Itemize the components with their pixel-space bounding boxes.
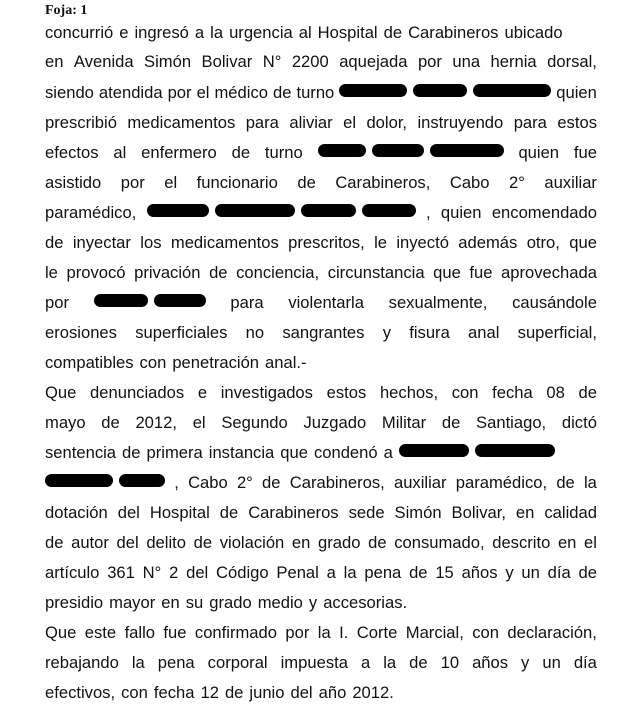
text-run: el	[343, 113, 357, 132]
text-run: inyectar	[72, 233, 131, 252]
text-run: atendida	[98, 83, 163, 102]
text-run: 08	[546, 383, 565, 402]
text-run: año	[318, 683, 347, 702]
redaction-mark	[318, 145, 504, 158]
text-run: en	[161, 593, 180, 612]
text-run: le	[45, 263, 58, 282]
text-run: no	[245, 323, 265, 342]
text-run: Penal	[276, 563, 319, 582]
text-run: de	[209, 263, 228, 282]
text-run: conciencia,	[236, 263, 320, 282]
text-run: N°	[262, 52, 282, 71]
text-run: de	[556, 473, 575, 492]
text-run: para	[513, 113, 547, 132]
text-run: la	[131, 653, 145, 672]
text-run: asistido	[45, 173, 102, 192]
text-run: de	[101, 413, 120, 432]
text-run: concurrió	[45, 23, 114, 42]
text-run: urgencia	[229, 23, 293, 42]
text-run: junio	[249, 683, 285, 702]
text-line	[45, 683, 597, 703]
redaction-mark	[94, 295, 206, 308]
text-run: a	[194, 23, 205, 42]
text-run: en	[557, 533, 577, 552]
text-run: el	[192, 413, 206, 432]
text-run: un	[521, 563, 540, 582]
text-run: Juzgado	[303, 413, 367, 432]
text-run: impuesta	[280, 653, 348, 672]
text-run: dotación	[45, 503, 108, 522]
text-run: de	[578, 563, 597, 582]
foja-header: Foja: 1	[45, 3, 88, 18]
text-line	[45, 593, 597, 613]
text-run: quien	[440, 203, 482, 222]
text-run: efectos	[45, 143, 99, 162]
text-run: Segundo	[221, 413, 288, 432]
text-run: fallo	[124, 623, 156, 642]
text-run: el	[196, 83, 210, 102]
text-run: de	[297, 173, 316, 192]
text-run: que	[433, 263, 461, 282]
text-run: con	[121, 683, 148, 702]
text-run: Marcial,	[405, 623, 464, 642]
text-run: superficiales	[135, 323, 228, 342]
text-run: Bolivar	[201, 52, 253, 71]
text-run: Militar	[381, 413, 427, 432]
text-run: Santiago,	[476, 413, 547, 432]
text-run: del	[186, 563, 209, 582]
text-run: corporal	[207, 653, 268, 672]
text-run: ubicado	[504, 23, 563, 42]
text-run: dorsal,	[547, 52, 597, 71]
text-run: 2°	[236, 473, 253, 492]
text-run: condenó	[313, 443, 378, 462]
text-run: un	[542, 653, 561, 672]
text-line	[45, 383, 597, 403]
text-line	[45, 173, 597, 193]
text-line	[45, 533, 597, 553]
text-run: el	[584, 533, 597, 552]
text-run: y	[521, 653, 530, 672]
text-run: años	[472, 653, 509, 672]
text-run: superficial,	[517, 323, 597, 342]
text-run: medio	[257, 593, 303, 612]
text-run: e	[119, 23, 129, 42]
text-run: por	[120, 173, 145, 192]
text-run: a	[360, 653, 371, 672]
text-run: de	[219, 503, 239, 522]
text-run: artículo	[45, 563, 100, 582]
text-run: fue	[469, 263, 493, 282]
text-run: privación	[134, 263, 201, 282]
text-run: al	[113, 143, 127, 162]
text-run: prescribió	[45, 113, 117, 132]
text-run: de	[45, 533, 64, 552]
text-run: fue	[573, 143, 597, 162]
text-line	[45, 203, 597, 223]
text-run: con	[139, 353, 167, 372]
text-run: auxiliar	[393, 473, 447, 492]
text-run: dictó	[561, 413, 597, 432]
text-run: confirmado	[194, 623, 277, 642]
text-run: 2012,	[135, 413, 177, 432]
text-run: de	[409, 653, 428, 672]
text-run: medicamentos	[170, 233, 279, 252]
text-run: efectivos,	[45, 683, 116, 702]
text-run: grado	[318, 533, 361, 552]
text-run: por	[417, 52, 442, 71]
text-run: 10	[440, 653, 460, 672]
text-run: causándole	[512, 293, 597, 312]
text-line	[45, 113, 597, 133]
text-run: quien	[556, 83, 597, 102]
text-run: turno	[296, 83, 335, 102]
text-run: con	[472, 623, 500, 642]
text-run: descrito	[492, 533, 551, 552]
text-run: N°	[142, 563, 162, 582]
text-run: encomendado	[491, 203, 597, 222]
text-run: declaración,	[507, 623, 597, 642]
text-run: accesorias.	[323, 593, 408, 612]
text-run: sexualmente,	[388, 293, 488, 312]
text-run: inyectó	[396, 233, 449, 252]
text-run: instancia	[208, 443, 275, 462]
text-run: la	[343, 563, 357, 582]
text-run: con	[451, 383, 479, 402]
text-line	[45, 293, 597, 313]
text-run: una	[452, 52, 481, 71]
text-run: y	[505, 563, 514, 582]
text-run: 2200	[291, 52, 329, 71]
text-run: paramédico,	[455, 473, 548, 492]
text-run: le	[374, 233, 387, 252]
text-run: investigados	[220, 383, 313, 402]
text-run: del	[117, 503, 140, 522]
text-line	[45, 83, 597, 103]
text-run: Cabo	[188, 473, 228, 492]
text-run: estos	[557, 113, 597, 132]
text-run: 2°	[509, 173, 525, 192]
text-run: I.	[339, 623, 349, 642]
redaction-mark	[147, 205, 416, 218]
text-line	[45, 263, 597, 283]
text-run: auxiliar	[544, 173, 597, 192]
text-run: sentencia	[45, 443, 117, 462]
text-run: delito	[146, 533, 186, 552]
text-line	[45, 23, 597, 43]
text-run: aprovechada	[501, 263, 597, 282]
text-run: Carabineros,	[335, 173, 431, 192]
text-run: y	[308, 593, 318, 612]
text-run: autor	[71, 533, 109, 552]
text-run: 361	[107, 563, 135, 582]
text-run: sede	[348, 503, 385, 522]
text-run: la	[383, 653, 397, 672]
text-run: día	[547, 563, 571, 582]
text-run: Bolivar,	[451, 503, 506, 522]
text-run: primera	[146, 443, 203, 462]
text-run: para	[230, 293, 264, 312]
text-run: fecha	[153, 683, 195, 702]
text-run: los	[140, 233, 162, 252]
text-run: fecha	[492, 383, 533, 402]
text-run: dolor,	[366, 113, 408, 132]
text-line	[45, 233, 597, 253]
text-run: calidad	[544, 503, 597, 522]
text-run: la	[210, 23, 224, 42]
text-run: violentarla	[288, 293, 364, 312]
text-run: siendo	[45, 83, 94, 102]
text-run: paramédico,	[45, 203, 137, 222]
redaction-mark	[399, 445, 555, 458]
text-run: el	[164, 173, 178, 192]
text-run: Simón	[144, 52, 192, 71]
text-run: a	[326, 563, 336, 582]
text-line	[45, 443, 597, 463]
text-run: Que	[45, 383, 77, 402]
text-run: y	[382, 323, 391, 342]
text-run: años	[461, 563, 498, 582]
text-run: de	[368, 533, 387, 552]
text-run: funcionario	[196, 173, 278, 192]
text-run: denunciados	[90, 383, 185, 402]
text-run: instruyendo	[417, 113, 504, 132]
text-run: de	[262, 473, 281, 492]
text-run: 2	[169, 563, 179, 582]
text-run: fisura	[409, 323, 450, 342]
text-run: hernia	[490, 52, 537, 71]
text-run: de	[231, 143, 251, 162]
text-run: mayor	[109, 593, 156, 612]
text-run: 12	[200, 683, 219, 702]
text-run: medicamentos	[127, 113, 236, 132]
text-run: la	[584, 473, 597, 492]
text-run: de	[224, 683, 244, 702]
text-run: de	[45, 233, 64, 252]
text-run: mayo	[45, 413, 86, 432]
text-run: Avenida	[73, 52, 134, 71]
text-run: Carabineros,	[289, 473, 385, 492]
text-run: en	[45, 52, 64, 71]
text-line	[45, 323, 597, 343]
text-run: hechos,	[379, 383, 439, 402]
text-run: este	[84, 623, 117, 642]
text-line	[45, 413, 597, 433]
text-run: la	[317, 623, 331, 642]
text-run: presidio	[45, 593, 104, 612]
text-run: circunstancia	[327, 263, 425, 282]
text-run: rebajando	[45, 653, 119, 672]
redaction-mark	[45, 475, 165, 488]
text-run: de	[441, 413, 461, 432]
text-run: Hospital	[317, 23, 378, 42]
text-run: a	[383, 443, 393, 462]
text-run: para	[245, 113, 279, 132]
text-run: Código	[216, 563, 269, 582]
text-run: por	[285, 623, 310, 642]
text-line	[45, 52, 597, 72]
text-run: Simón	[394, 503, 442, 522]
text-line	[45, 563, 597, 583]
text-run: ,	[174, 473, 179, 492]
text-run: anal	[468, 323, 500, 342]
text-run: del	[116, 533, 139, 552]
text-line	[45, 653, 597, 673]
text-run: día	[573, 653, 597, 672]
text-run: erosiones	[45, 323, 117, 342]
text-run: 15	[435, 563, 454, 582]
text-run: quien	[518, 143, 560, 162]
text-run: por	[45, 293, 69, 312]
text-run: por	[167, 83, 192, 102]
text-run: grado	[209, 593, 252, 612]
text-run: Carabineros	[408, 23, 499, 42]
text-run: penetración	[172, 353, 260, 372]
text-run: en	[515, 503, 535, 522]
text-run: ,	[425, 203, 431, 222]
text-run: Hospital	[149, 503, 210, 522]
text-run: fue	[163, 623, 187, 642]
redaction-mark	[339, 85, 551, 98]
text-run: consumado,	[394, 533, 485, 552]
text-run: pena	[364, 563, 402, 582]
text-run: 2012.	[352, 683, 394, 702]
text-run: de	[122, 443, 141, 462]
text-run: de	[193, 533, 213, 552]
text-run: además	[458, 233, 518, 252]
text-run: Corte	[356, 623, 398, 642]
text-run: otro,	[526, 233, 560, 252]
text-run: e	[197, 383, 208, 402]
text-run: aquejada	[339, 52, 408, 71]
text-run: turno	[264, 143, 303, 162]
text-run: del	[290, 683, 313, 702]
text-run: al	[298, 23, 312, 42]
text-run: pena	[157, 653, 195, 672]
text-run: violación	[219, 533, 285, 552]
text-run: de	[272, 83, 292, 102]
text-run: su	[185, 593, 204, 612]
text-run: provocó	[66, 263, 126, 282]
text-run: sangrantes	[282, 323, 365, 342]
text-line	[45, 623, 597, 643]
text-run: de	[409, 563, 428, 582]
text-run: prescritos,	[288, 233, 365, 252]
text-line	[45, 353, 597, 373]
text-line	[45, 143, 597, 163]
text-line	[45, 473, 597, 493]
text-run: Cabo	[449, 173, 490, 192]
text-line	[45, 503, 597, 523]
text-run: en	[291, 533, 311, 552]
text-run: compatibles	[45, 353, 134, 372]
text-run: que	[569, 233, 597, 252]
text-run: de	[383, 23, 403, 42]
text-run: médico	[214, 83, 268, 102]
text-run: anal.-	[265, 353, 307, 372]
text-run: Que	[45, 623, 77, 642]
text-run: aliviar	[289, 113, 333, 132]
text-run: estos	[326, 383, 367, 402]
text-run: que	[280, 443, 308, 462]
text-run: Carabineros	[248, 503, 339, 522]
text-run: ingresó	[134, 23, 189, 42]
text-run: de	[578, 383, 597, 402]
text-run: enfermero	[141, 143, 217, 162]
